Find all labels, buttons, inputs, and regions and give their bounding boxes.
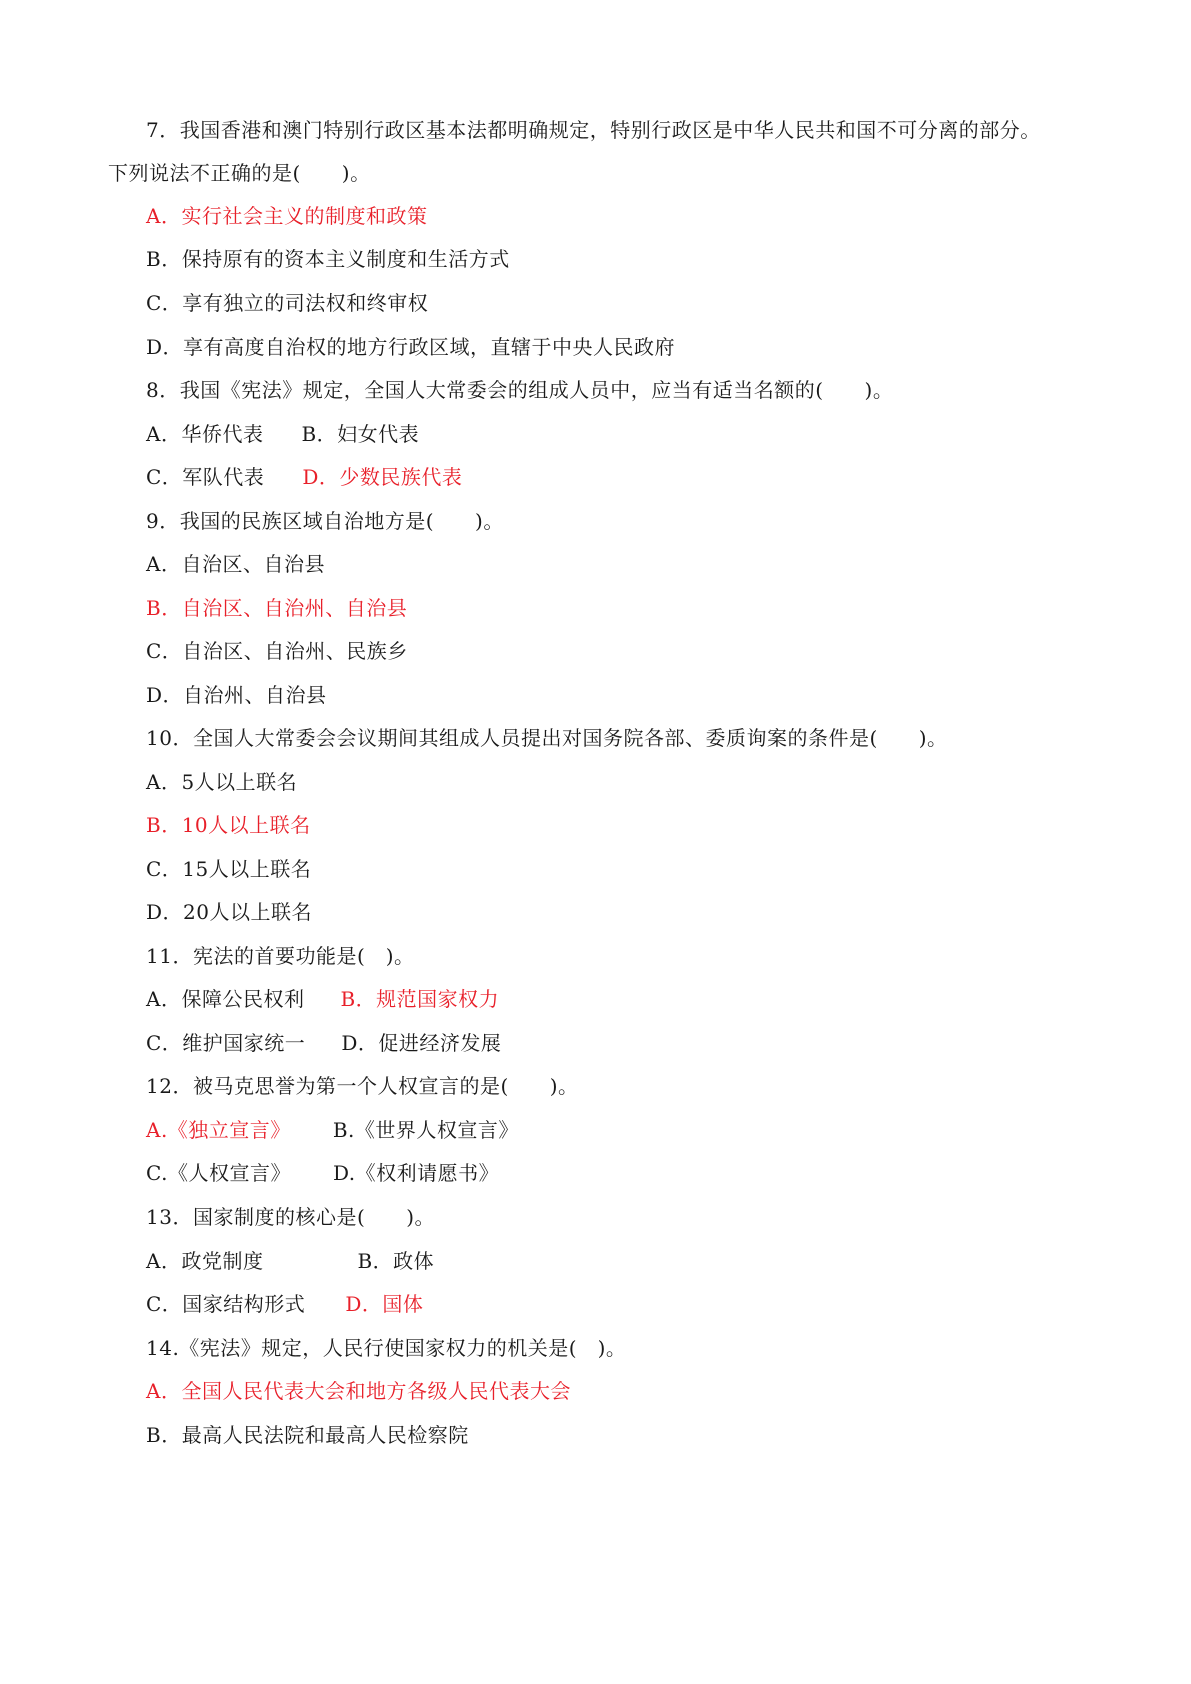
question-7-stem-line1: 7．我国香港和澳门特别行政区基本法都明确规定，特别行政区是中华人民共和国不可分离的部分。 (146, 118, 1041, 142)
question-14-stem: 14.《宪法》规定，人民行使国家权力的机关是( )。 (146, 1336, 627, 1360)
question-10-option-d: D．20人以上联名 (146, 900, 312, 924)
question-12-option-d: D.《权利请愿书》 (332, 1161, 500, 1185)
question-9-option-d: D．自治州、自治县 (146, 683, 327, 707)
question-10-option-b-answer: B．10人以上联名 (146, 813, 311, 837)
question-7-option-b: B．保持原有的资本主义制度和生活方式 (146, 247, 510, 271)
question-7-stem-line2: 下列说法不正确的是( )。 (108, 161, 371, 185)
question-10-option-a: A．5人以上联名 (146, 770, 298, 794)
question-7-option-d: D．享有高度自治权的地方行政区域，直辖于中央人民政府 (146, 335, 676, 359)
question-13-options-cd (146, 1291, 423, 1317)
question-11-option-d: D．促进经济发展 (341, 1031, 502, 1055)
question-8-options-cd (146, 464, 462, 490)
question-12-option-b: B.《世界人权宣言》 (332, 1118, 519, 1142)
question-11-option-c: C．维护国家统一 (146, 1031, 306, 1055)
question-13-options-ab (146, 1248, 434, 1274)
question-12-options-ab (146, 1117, 519, 1143)
question-7-option-c: C．享有独立的司法权和终审权 (146, 291, 429, 315)
question-9-option-b-answer: B．自治区、自治州、自治县 (146, 596, 408, 620)
question-13-stem: 13．国家制度的核心是( )。 (146, 1205, 436, 1229)
question-8-option-a: A．华侨代表 (146, 422, 264, 446)
question-12-option-c: C.《人权宣言》 (146, 1161, 291, 1185)
question-8-stem: 8．我国《宪法》规定，全国人大常委会的组成人员中，应当有适当名额的( )。 (146, 378, 894, 402)
question-9-option-c: C．自治区、自治州、民族乡 (146, 639, 408, 663)
question-13-option-c: C．国家结构形式 (146, 1292, 306, 1316)
question-11-option-b-answer: B．规范国家权力 (340, 987, 500, 1011)
question-14-option-a-answer: A．全国人民代表大会和地方各级人民代表大会 (146, 1379, 571, 1403)
question-12-options-cd (146, 1160, 499, 1186)
question-11-option-a: A．保障公民权利 (146, 987, 305, 1011)
question-13-option-b: B．政体 (357, 1249, 435, 1273)
question-13-option-a: A．政党制度 (146, 1249, 264, 1273)
question-11-options-cd (146, 1030, 501, 1056)
question-10-stem: 10．全国人大常委会会议期间其组成人员提出对国务院各部、委质询案的条件是( )。 (146, 726, 948, 750)
question-7-option-a-answer: A．实行社会主义的制度和政策 (146, 204, 428, 228)
question-8-option-c: C．军队代表 (146, 465, 265, 489)
question-8-option-b: B．妇女代表 (301, 422, 420, 446)
question-12-stem: 12．被马克思誉为第一个人权宣言的是( )。 (146, 1074, 579, 1098)
question-14-option-b: B．最高人民法院和最高人民检察院 (146, 1423, 469, 1447)
question-8-options-ab (146, 421, 419, 447)
question-10-option-c: C．15人以上联名 (146, 857, 312, 881)
question-9-option-a: A．自治区、自治县 (146, 552, 325, 576)
question-8-option-d-answer: D．少数民族代表 (302, 465, 463, 489)
question-12-option-a-answer: A.《独立宣言》 (146, 1118, 291, 1142)
question-11-options-ab (146, 986, 499, 1012)
question-13-option-d-answer: D．国体 (345, 1292, 424, 1316)
question-9-stem: 9．我国的民族区域自治地方是( )。 (146, 509, 504, 533)
question-11-stem: 11．宪法的首要功能是( )。 (146, 944, 415, 968)
